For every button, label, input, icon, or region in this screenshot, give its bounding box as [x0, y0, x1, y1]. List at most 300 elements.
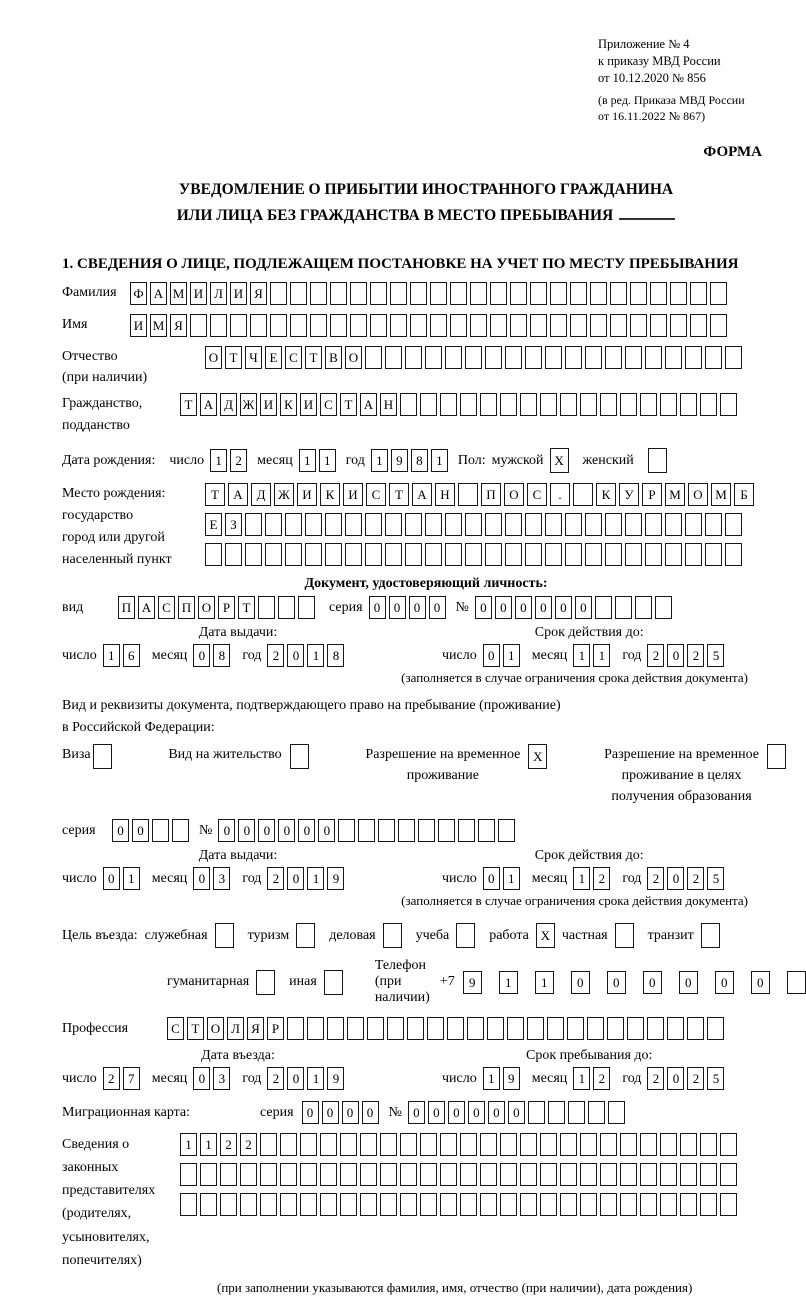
char-box[interactable]: [600, 1133, 617, 1156]
char-box[interactable]: 9: [327, 1067, 344, 1090]
char-box[interactable]: [685, 543, 702, 566]
char-box[interactable]: [245, 543, 262, 566]
char-box[interactable]: [420, 1163, 437, 1186]
char-box[interactable]: [530, 314, 547, 337]
char-box[interactable]: [500, 1193, 517, 1216]
char-box[interactable]: 0: [278, 819, 295, 842]
char-box[interactable]: [260, 1193, 277, 1216]
char-box[interactable]: [425, 346, 442, 369]
char-box[interactable]: Т: [340, 393, 357, 416]
char-box[interactable]: 2: [593, 867, 610, 890]
char-box[interactable]: 1: [210, 449, 227, 472]
char-box[interactable]: 0: [193, 644, 210, 667]
char-box[interactable]: 0: [193, 1067, 210, 1090]
char-box[interactable]: 0: [751, 971, 770, 994]
purpose-other-checkbox[interactable]: [324, 970, 343, 995]
char-box[interactable]: [720, 1133, 737, 1156]
char-box[interactable]: Ж: [240, 393, 257, 416]
char-box[interactable]: [505, 513, 522, 536]
char-box[interactable]: [595, 596, 612, 619]
char-box[interactable]: 8: [411, 449, 428, 472]
char-box[interactable]: [465, 346, 482, 369]
char-box[interactable]: 0: [535, 596, 552, 619]
char-box[interactable]: 1: [503, 867, 520, 890]
char-box[interactable]: [400, 1163, 417, 1186]
char-box[interactable]: [447, 1017, 464, 1040]
char-box[interactable]: 1: [593, 644, 610, 667]
char-box[interactable]: 1: [319, 449, 336, 472]
char-box[interactable]: И: [130, 314, 147, 337]
char-box[interactable]: [647, 1017, 664, 1040]
char-box[interactable]: А: [138, 596, 155, 619]
char-box[interactable]: У: [619, 483, 639, 506]
char-box[interactable]: 3: [213, 867, 230, 890]
char-box[interactable]: 0: [555, 596, 572, 619]
char-box[interactable]: [330, 314, 347, 337]
char-box[interactable]: [485, 543, 502, 566]
char-box[interactable]: [540, 393, 557, 416]
char-box[interactable]: [385, 513, 402, 536]
char-box[interactable]: [245, 513, 262, 536]
char-box[interactable]: [505, 543, 522, 566]
purpose-commercial-checkbox[interactable]: [383, 923, 402, 948]
char-box[interactable]: [390, 282, 407, 305]
char-box[interactable]: [528, 1101, 545, 1124]
char-box[interactable]: 1: [535, 971, 554, 994]
char-box[interactable]: О: [207, 1017, 224, 1040]
char-box[interactable]: [440, 1193, 457, 1216]
temp-residence-education-checkbox[interactable]: [767, 744, 786, 769]
char-box[interactable]: [500, 1163, 517, 1186]
char-box[interactable]: [568, 1101, 585, 1124]
char-box[interactable]: 1: [307, 644, 324, 667]
char-box[interactable]: [560, 1193, 577, 1216]
char-box[interactable]: [220, 1193, 237, 1216]
char-box[interactable]: Л: [210, 282, 227, 305]
char-box[interactable]: [620, 1163, 637, 1186]
visa-checkbox[interactable]: [93, 744, 112, 769]
char-box[interactable]: [345, 543, 362, 566]
purpose-humanitarian-checkbox[interactable]: [256, 970, 275, 995]
char-box[interactable]: [440, 1133, 457, 1156]
char-box[interactable]: [405, 346, 422, 369]
char-box[interactable]: [525, 513, 542, 536]
char-box[interactable]: 0: [362, 1101, 379, 1124]
char-box[interactable]: 0: [298, 819, 315, 842]
char-box[interactable]: [305, 543, 322, 566]
char-box[interactable]: [470, 282, 487, 305]
char-box[interactable]: [600, 1193, 617, 1216]
char-box[interactable]: 0: [318, 819, 335, 842]
char-box[interactable]: [545, 513, 562, 536]
char-box[interactable]: [520, 1163, 537, 1186]
char-box[interactable]: А: [200, 393, 217, 416]
char-box[interactable]: [640, 393, 657, 416]
char-box[interactable]: [645, 513, 662, 536]
char-box[interactable]: [425, 543, 442, 566]
char-box[interactable]: [305, 513, 322, 536]
purpose-business-checkbox[interactable]: [215, 923, 234, 948]
char-box[interactable]: [787, 971, 806, 994]
char-box[interactable]: [565, 513, 582, 536]
char-box[interactable]: [487, 1017, 504, 1040]
char-box[interactable]: [490, 314, 507, 337]
char-box[interactable]: [425, 513, 442, 536]
char-box[interactable]: [327, 1017, 344, 1040]
purpose-private-checkbox[interactable]: [615, 923, 634, 948]
char-box[interactable]: Р: [218, 596, 235, 619]
char-box[interactable]: [385, 543, 402, 566]
char-box[interactable]: [620, 1133, 637, 1156]
char-box[interactable]: [510, 314, 527, 337]
char-box[interactable]: [705, 346, 722, 369]
char-box[interactable]: 1: [573, 867, 590, 890]
temp-residence-checkbox[interactable]: X: [528, 744, 547, 769]
char-box[interactable]: 0: [448, 1101, 465, 1124]
char-box[interactable]: [180, 1193, 197, 1216]
char-box[interactable]: [680, 1193, 697, 1216]
char-box[interactable]: 3: [213, 1067, 230, 1090]
char-box[interactable]: [580, 393, 597, 416]
residence-permit-checkbox[interactable]: [290, 744, 309, 769]
char-box[interactable]: 9: [463, 971, 482, 994]
char-box[interactable]: Д: [220, 393, 237, 416]
char-box[interactable]: К: [320, 483, 340, 506]
char-box[interactable]: [625, 346, 642, 369]
char-box[interactable]: 6: [123, 644, 140, 667]
char-box[interactable]: 2: [240, 1133, 257, 1156]
char-box[interactable]: [445, 543, 462, 566]
char-box[interactable]: [418, 819, 435, 842]
char-box[interactable]: [680, 1163, 697, 1186]
char-box[interactable]: [460, 1133, 477, 1156]
char-box[interactable]: [200, 1163, 217, 1186]
char-box[interactable]: К: [596, 483, 616, 506]
char-box[interactable]: Я: [247, 1017, 264, 1040]
char-box[interactable]: [258, 596, 275, 619]
char-box[interactable]: 0: [515, 596, 532, 619]
char-box[interactable]: [547, 1017, 564, 1040]
char-box[interactable]: [580, 1163, 597, 1186]
char-box[interactable]: [270, 282, 287, 305]
char-box[interactable]: [510, 282, 527, 305]
char-box[interactable]: [540, 1133, 557, 1156]
char-box[interactable]: Б: [734, 483, 754, 506]
char-box[interactable]: [525, 543, 542, 566]
char-box[interactable]: [205, 543, 222, 566]
char-box[interactable]: [680, 393, 697, 416]
char-box[interactable]: [605, 513, 622, 536]
char-box[interactable]: [190, 314, 207, 337]
char-box[interactable]: [550, 314, 567, 337]
char-box[interactable]: 1: [431, 449, 448, 472]
char-box[interactable]: [365, 513, 382, 536]
char-box[interactable]: Р: [642, 483, 662, 506]
char-box[interactable]: [700, 1193, 717, 1216]
char-box[interactable]: [378, 819, 395, 842]
char-box[interactable]: [615, 596, 632, 619]
char-box[interactable]: Я: [250, 282, 267, 305]
char-box[interactable]: [565, 346, 582, 369]
char-box[interactable]: О: [504, 483, 524, 506]
char-box[interactable]: [585, 513, 602, 536]
char-box[interactable]: [398, 819, 415, 842]
char-box[interactable]: В: [325, 346, 342, 369]
char-box[interactable]: 1: [307, 867, 324, 890]
char-box[interactable]: Н: [380, 393, 397, 416]
char-box[interactable]: [640, 1193, 657, 1216]
char-box[interactable]: [347, 1017, 364, 1040]
char-box[interactable]: [590, 314, 607, 337]
char-box[interactable]: [440, 393, 457, 416]
char-box[interactable]: И: [300, 393, 317, 416]
char-box[interactable]: М: [150, 314, 167, 337]
char-box[interactable]: [560, 1133, 577, 1156]
char-box[interactable]: [605, 346, 622, 369]
char-box[interactable]: 0: [342, 1101, 359, 1124]
char-box[interactable]: [360, 1163, 377, 1186]
purpose-study-checkbox[interactable]: [456, 923, 475, 948]
char-box[interactable]: [370, 282, 387, 305]
char-box[interactable]: [580, 1193, 597, 1216]
char-box[interactable]: Т: [187, 1017, 204, 1040]
char-box[interactable]: С: [167, 1017, 184, 1040]
char-box[interactable]: С: [527, 483, 547, 506]
char-box[interactable]: 0: [667, 867, 684, 890]
char-box[interactable]: 0: [643, 971, 662, 994]
char-box[interactable]: А: [360, 393, 377, 416]
char-box[interactable]: [230, 314, 247, 337]
char-box[interactable]: [320, 1193, 337, 1216]
char-box[interactable]: 0: [667, 1067, 684, 1090]
char-box[interactable]: [400, 1193, 417, 1216]
char-box[interactable]: [710, 282, 727, 305]
char-box[interactable]: 1: [123, 867, 140, 890]
char-box[interactable]: [705, 543, 722, 566]
char-box[interactable]: [300, 1193, 317, 1216]
char-box[interactable]: [660, 1193, 677, 1216]
char-box[interactable]: [610, 314, 627, 337]
char-box[interactable]: 1: [307, 1067, 324, 1090]
char-box[interactable]: [367, 1017, 384, 1040]
char-box[interactable]: [307, 1017, 324, 1040]
char-box[interactable]: [370, 314, 387, 337]
char-box[interactable]: 5: [707, 644, 724, 667]
char-box[interactable]: 0: [287, 867, 304, 890]
char-box[interactable]: [625, 513, 642, 536]
char-box[interactable]: [420, 393, 437, 416]
char-box[interactable]: [450, 314, 467, 337]
char-box[interactable]: [345, 513, 362, 536]
char-box[interactable]: [565, 543, 582, 566]
female-checkbox[interactable]: [648, 448, 667, 473]
char-box[interactable]: [330, 282, 347, 305]
char-box[interactable]: С: [320, 393, 337, 416]
char-box[interactable]: Т: [180, 393, 197, 416]
char-box[interactable]: 0: [488, 1101, 505, 1124]
char-box[interactable]: 0: [258, 819, 275, 842]
char-box[interactable]: [365, 346, 382, 369]
char-box[interactable]: З: [225, 513, 242, 536]
char-box[interactable]: 0: [428, 1101, 445, 1124]
char-box[interactable]: [570, 314, 587, 337]
char-box[interactable]: [655, 596, 672, 619]
char-box[interactable]: 1: [180, 1133, 197, 1156]
char-box[interactable]: 5: [707, 1067, 724, 1090]
char-box[interactable]: Ж: [274, 483, 294, 506]
char-box[interactable]: А: [412, 483, 432, 506]
char-box[interactable]: [270, 314, 287, 337]
char-box[interactable]: 2: [687, 644, 704, 667]
char-box[interactable]: [480, 1133, 497, 1156]
char-box[interactable]: Д: [251, 483, 271, 506]
char-box[interactable]: [590, 282, 607, 305]
char-box[interactable]: 8: [213, 644, 230, 667]
char-box[interactable]: [280, 1133, 297, 1156]
char-box[interactable]: [480, 1163, 497, 1186]
char-box[interactable]: [490, 282, 507, 305]
char-box[interactable]: [570, 282, 587, 305]
char-box[interactable]: И: [343, 483, 363, 506]
char-box[interactable]: [498, 819, 515, 842]
char-box[interactable]: [380, 1193, 397, 1216]
char-box[interactable]: 1: [503, 644, 520, 667]
char-box[interactable]: [687, 1017, 704, 1040]
char-box[interactable]: [467, 1017, 484, 1040]
char-box[interactable]: [520, 1193, 537, 1216]
char-box[interactable]: Т: [389, 483, 409, 506]
char-box[interactable]: 1: [371, 449, 388, 472]
char-box[interactable]: [625, 543, 642, 566]
char-box[interactable]: [605, 543, 622, 566]
char-box[interactable]: Л: [227, 1017, 244, 1040]
char-box[interactable]: [365, 543, 382, 566]
male-checkbox[interactable]: X: [550, 448, 569, 473]
char-box[interactable]: [710, 314, 727, 337]
char-box[interactable]: [438, 819, 455, 842]
char-box[interactable]: 1: [483, 1067, 500, 1090]
char-box[interactable]: О: [198, 596, 215, 619]
char-box[interactable]: [410, 314, 427, 337]
char-box[interactable]: [458, 819, 475, 842]
char-box[interactable]: [180, 1163, 197, 1186]
char-box[interactable]: 0: [112, 819, 129, 842]
char-box[interactable]: [220, 1163, 237, 1186]
char-box[interactable]: [465, 543, 482, 566]
char-box[interactable]: [700, 393, 717, 416]
char-box[interactable]: П: [481, 483, 501, 506]
char-box[interactable]: [210, 314, 227, 337]
char-box[interactable]: [445, 513, 462, 536]
char-box[interactable]: [485, 513, 502, 536]
char-box[interactable]: [460, 393, 477, 416]
char-box[interactable]: [690, 282, 707, 305]
char-box[interactable]: [350, 314, 367, 337]
char-box[interactable]: [420, 1193, 437, 1216]
char-box[interactable]: 2: [103, 1067, 120, 1090]
char-box[interactable]: [635, 596, 652, 619]
char-box[interactable]: [380, 1133, 397, 1156]
char-box[interactable]: 1: [103, 644, 120, 667]
char-box[interactable]: [725, 346, 742, 369]
char-box[interactable]: [620, 393, 637, 416]
char-box[interactable]: [685, 513, 702, 536]
char-box[interactable]: [265, 543, 282, 566]
char-box[interactable]: [505, 346, 522, 369]
char-box[interactable]: [700, 1133, 717, 1156]
char-box[interactable]: 1: [573, 644, 590, 667]
char-box[interactable]: [405, 513, 422, 536]
char-box[interactable]: 1: [499, 971, 518, 994]
char-box[interactable]: 0: [193, 867, 210, 890]
char-box[interactable]: 0: [468, 1101, 485, 1124]
char-box[interactable]: [580, 1133, 597, 1156]
char-box[interactable]: [545, 543, 562, 566]
char-box[interactable]: 0: [508, 1101, 525, 1124]
char-box[interactable]: [358, 819, 375, 842]
char-box[interactable]: 1: [573, 1067, 590, 1090]
char-box[interactable]: 9: [503, 1067, 520, 1090]
char-box[interactable]: [285, 513, 302, 536]
purpose-transit-checkbox[interactable]: [701, 923, 720, 948]
char-box[interactable]: Т: [225, 346, 242, 369]
char-box[interactable]: [550, 282, 567, 305]
char-box[interactable]: С: [158, 596, 175, 619]
char-box[interactable]: 8: [327, 644, 344, 667]
char-box[interactable]: 2: [593, 1067, 610, 1090]
char-box[interactable]: [338, 819, 355, 842]
char-box[interactable]: 1: [299, 449, 316, 472]
char-box[interactable]: 2: [687, 867, 704, 890]
char-box[interactable]: [480, 393, 497, 416]
char-box[interactable]: Я: [170, 314, 187, 337]
char-box[interactable]: 0: [715, 971, 734, 994]
char-box[interactable]: 2: [687, 1067, 704, 1090]
char-box[interactable]: И: [190, 282, 207, 305]
char-box[interactable]: Т: [305, 346, 322, 369]
char-box[interactable]: [340, 1133, 357, 1156]
char-box[interactable]: Т: [238, 596, 255, 619]
char-box[interactable]: М: [170, 282, 187, 305]
char-box[interactable]: Р: [267, 1017, 284, 1040]
char-box[interactable]: [325, 513, 342, 536]
char-box[interactable]: [470, 314, 487, 337]
char-box[interactable]: 2: [230, 449, 247, 472]
char-box[interactable]: [310, 282, 327, 305]
char-box[interactable]: 0: [103, 867, 120, 890]
char-box[interactable]: 2: [267, 867, 284, 890]
char-box[interactable]: Н: [435, 483, 455, 506]
char-box[interactable]: 0: [607, 971, 626, 994]
char-box[interactable]: [527, 1017, 544, 1040]
char-box[interactable]: [720, 393, 737, 416]
char-box[interactable]: [387, 1017, 404, 1040]
char-box[interactable]: [390, 314, 407, 337]
char-box[interactable]: 0: [408, 1101, 425, 1124]
char-box[interactable]: 0: [369, 596, 386, 619]
char-box[interactable]: [400, 1133, 417, 1156]
char-box[interactable]: [608, 1101, 625, 1124]
char-box[interactable]: [725, 513, 742, 536]
char-box[interactable]: [385, 346, 402, 369]
char-box[interactable]: [350, 282, 367, 305]
char-box[interactable]: [407, 1017, 424, 1040]
char-box[interactable]: 0: [483, 644, 500, 667]
char-box[interactable]: [285, 543, 302, 566]
char-box[interactable]: [290, 282, 307, 305]
char-box[interactable]: [172, 819, 189, 842]
char-box[interactable]: 0: [302, 1101, 319, 1124]
